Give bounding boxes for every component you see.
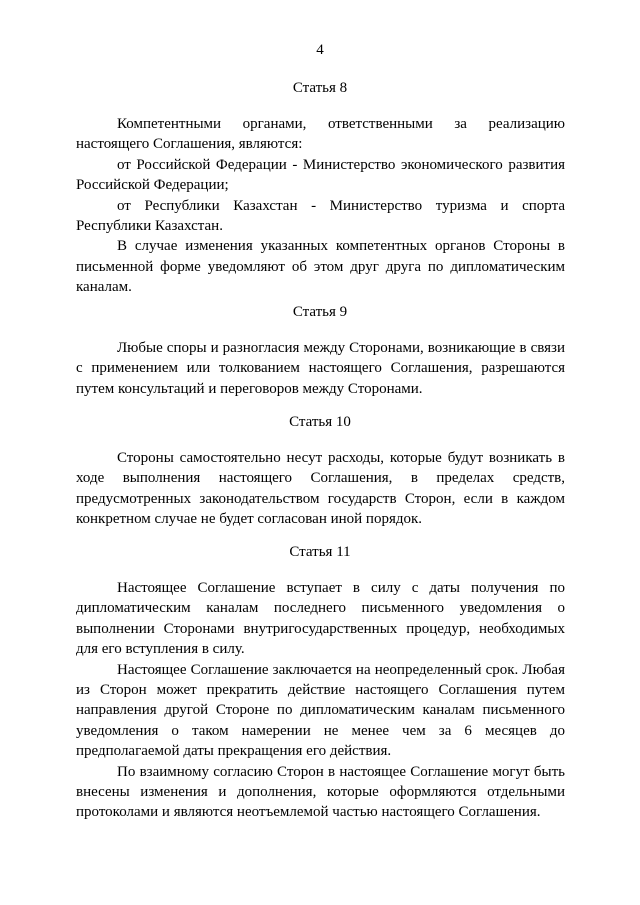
article-9-title: Статья 9 bbox=[292, 304, 348, 320]
article-11-body bbox=[76, 578, 565, 823]
article-9-paragraph-1: Любые споры и разногласия между Сторонами, возникающие в связи с применением или толкованием настоящего Соглашения, разрешаются путем консультаций и переговоров между Сторонами. bbox=[76, 340, 565, 397]
article-10-paragraph-1: Стороны самостоятельно несут расходы, которые будут возникать в ходе выполнения настоящего Соглашения, в пределах средств, предусмотренных законодательством государств Сторон, если в каждом конкретном случае не будет согласован иной порядок. bbox=[76, 450, 565, 528]
article-11-paragraph-1: Настоящее Соглашение вступает в силу с даты получения по дипломатическим каналам последнего письменного уведомления о выполнении Сторонами внутригосударственных процедур, необходимых для его вступления в силу. bbox=[76, 580, 565, 658]
article-10-body bbox=[76, 448, 565, 530]
article-10-title: Статья 10 bbox=[289, 414, 351, 430]
page-number: 4 bbox=[316, 42, 324, 58]
article-8-paragraph-1: Компетентными органами, ответственными за реализацию настоящего Соглашения, являются: bbox=[76, 116, 565, 153]
article-8-paragraph-4: В случае изменения указанных компетентных органов Стороны в письменной форме уведомляют об этом друг друга по дипломатическим каналам. bbox=[76, 238, 565, 296]
article-11-title: Статья 11 bbox=[289, 544, 351, 560]
article-8-body bbox=[76, 114, 565, 298]
article-8-paragraph-2: от Российской Федерации - Министерство экономического развития Российской Федерации; bbox=[76, 156, 565, 194]
article-9-body bbox=[76, 338, 565, 399]
article-11-paragraph-2: Настоящее Соглашение заключается на неопределенный срок. Любая из Сторон может прекратить действие настоящего Соглашения путем направления другой Стороне по дипломатическим каналам письменного уведомления о таком намерении не менее чем за 6 месяцев до предполагаемой даты прекращения его действия. bbox=[76, 661, 565, 760]
article-11-paragraph-3: По взаимному согласию Сторон в настоящее Соглашение могут быть внесены изменения и дополнения, которые оформляются отдельными протоколами и являются неотъемлемой частью настоящего Соглашения. bbox=[76, 763, 565, 821]
article-8-title: Статья 8 bbox=[292, 80, 348, 96]
article-8-paragraph-3: от Республики Казахстан - Министерство туризма и спорта Республики Казахстан. bbox=[76, 197, 565, 235]
